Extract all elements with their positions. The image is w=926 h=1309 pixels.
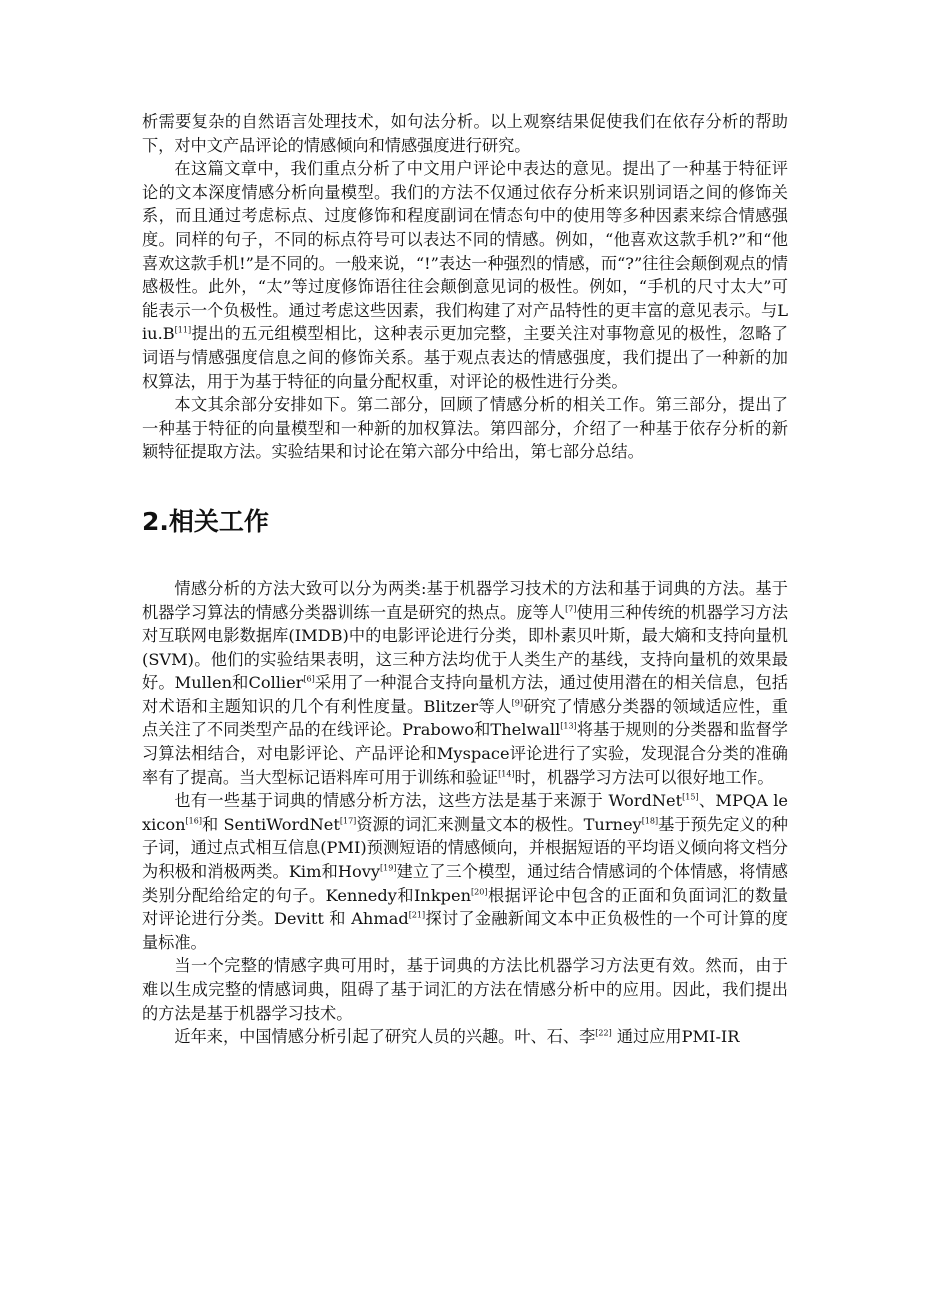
text-segment: 将基于规则的分类器和监督学习算法相结合，对电影评论、产品评论和Myspace评论进行了实验，发现混合分类的准确率有了提高。当大型标记语料库可用于训练和验证 (142, 720, 788, 787)
citation-ref: [13] (560, 722, 577, 732)
citation-ref: [16] (185, 816, 202, 826)
text-segment: 析需要复杂的自然语言处理技术，如句法分析。以上观察结果促使我们在依存分析的帮助下，对中文产品评论的情感倾向和情感强度进行研究。 (142, 112, 788, 155)
text-segment: 和 SentiWordNet (201, 814, 340, 834)
text-segment: 研究了情感分类器的领域适应性，重点关注了不同类型产品的在线评论。Prabowo和Thelwall (142, 696, 788, 740)
citation-ref: [9] (511, 698, 523, 708)
citation-ref: [18] (641, 816, 659, 826)
text-segment: 情感分析的方法大致可以分为两类:基于机器学习技术的方法和基于词典的方法。基于机器学习算法的情感分类器训练一直是研究的热点。庞等人 (142, 578, 788, 622)
text-segment: 当一个完整的情感字典可用时，基于词典的方法比机器学习方法更有效。然而，由于难以生成完整的情感词典，阻碍了基于词汇的方法在情感分析中的应用。因此，我们提出的方法是基于机器学习技术。 (142, 956, 788, 1023)
text-segment: 基于预先定义的种子词，通过点式相互信息(PMI)预测短语的情感倾向，并根据短语的平均语义倾向将文档分为积极和消极两类。Kim和Hovy (142, 814, 788, 882)
citation-ref: [22] (595, 1028, 612, 1038)
citation-ref: [19] (380, 863, 397, 873)
related-work-paragraph-chinese (142, 1025, 788, 1049)
citation-ref: [21] (408, 910, 426, 920)
text-segment: 建立了三个模型，通过结合情感词的个体情感，将情感类别分配给给定的句子。Kennedy和Inkpen (142, 862, 788, 905)
text-segment: 根据评论中包含的正面和负面词汇的数量对评论进行分类。Devitt 和 Ahmad (142, 885, 789, 929)
section-heading: 2.相关工作 (142, 506, 269, 536)
intro-paragraph-continuation (142, 110, 788, 157)
citation-ref: [15] (682, 792, 699, 802)
citation-ref: [11] (174, 325, 192, 335)
text-segment: 近年来，中国情感分析引起了研究人员的兴趣。叶、石、李 (174, 1027, 596, 1047)
text-segment: 使用三种传统的机器学习方法对互联网电影数据库(IMDB)中的电影评论进行分类，即朴素贝叶斯，最大熵和支持向量机(SVM)。他们的实验结果表明，这三种方法均优于人类生产的基线，支持向量机的效果最好。Mullen和Collier (142, 602, 789, 693)
intro-paragraph-focus (142, 157, 788, 393)
text-segment: 探讨了金融新闻文本中正负极性的一个可计算的度量标准。 (142, 909, 788, 952)
text-segment: 、MPQA lexicon (142, 791, 788, 834)
related-work-paragraph-lexicon (142, 789, 788, 954)
intro-paragraph-outline (142, 393, 788, 464)
citation-ref: [14] (498, 769, 515, 779)
text-segment: 也有一些基于词典的情感分析方法，这些方法是基于来源于 WordNet (174, 791, 683, 811)
citation-ref: [20] (471, 887, 488, 897)
document-page (142, 110, 788, 1049)
citation-ref: [6] (303, 674, 315, 684)
text-segment: 时，机器学习方法可以很好地工作。 (514, 767, 774, 787)
text-segment: 通过应用PMI-IR (611, 1027, 740, 1047)
text-segment: 提出的五元组模型相比，这种表示更加完整，主要关注对事物意见的极性，忽略了词语与情感强度信息之间的修饰关系。基于观点表达的情感强度，我们提出了一种新的加权算法，用于为基于特征的向量分配权重，对评论的极性进行分类。 (142, 324, 788, 391)
related-work-paragraph-comparison (142, 954, 788, 1025)
citation-ref: [7] (565, 604, 577, 614)
related-work-paragraph-ml (142, 577, 788, 789)
text-segment: 本文其余部分安排如下。第二部分，回顾了情感分析的相关工作。第三部分，提出了一种基于特征的向量模型和一种新的加权算法。第四部分，介绍了一种基于依存分析的新颖特征提取方法。实验结果和讨论在第六部分中给出，第七部分总结。 (142, 395, 788, 462)
text-segment: 在这篇文章中，我们重点分析了中文用户评论中表达的意见。提出了一种基于特征评论的文本深度情感分析向量模型。我们的方法不仅通过依存分析来识别词语之间的修饰关系，而且通过考虑标点、过度修饰和程度副词在情态句中的使用等多种因素来综合情感强度。同样的句子，不同的标点符号可以表达不同的情感。例如，“他喜欢这款手机?”和“他喜欢这款手机!”是不同的。一般来说，“!”表达一种强烈的情感，而“?”往往会颠倒观点的情感极性。此外，“太”等过度修饰语往往会颠倒意见词的极性。例如，“手机的尺寸太大”可能表示一个负极性。通过考虑这些因素，我们构建了对产品特性的更丰富的意见表示。与Liu.B (142, 159, 788, 344)
text-segment: 采用了一种混合支持向量机方法，通过使用潜在的相关信息，包括对术语和主题知识的几个有利性度量。Blitzer等人 (142, 673, 789, 716)
citation-ref: [17] (339, 816, 357, 826)
text-segment: 资源的词汇来测量文本的极性。Turney (356, 814, 642, 834)
